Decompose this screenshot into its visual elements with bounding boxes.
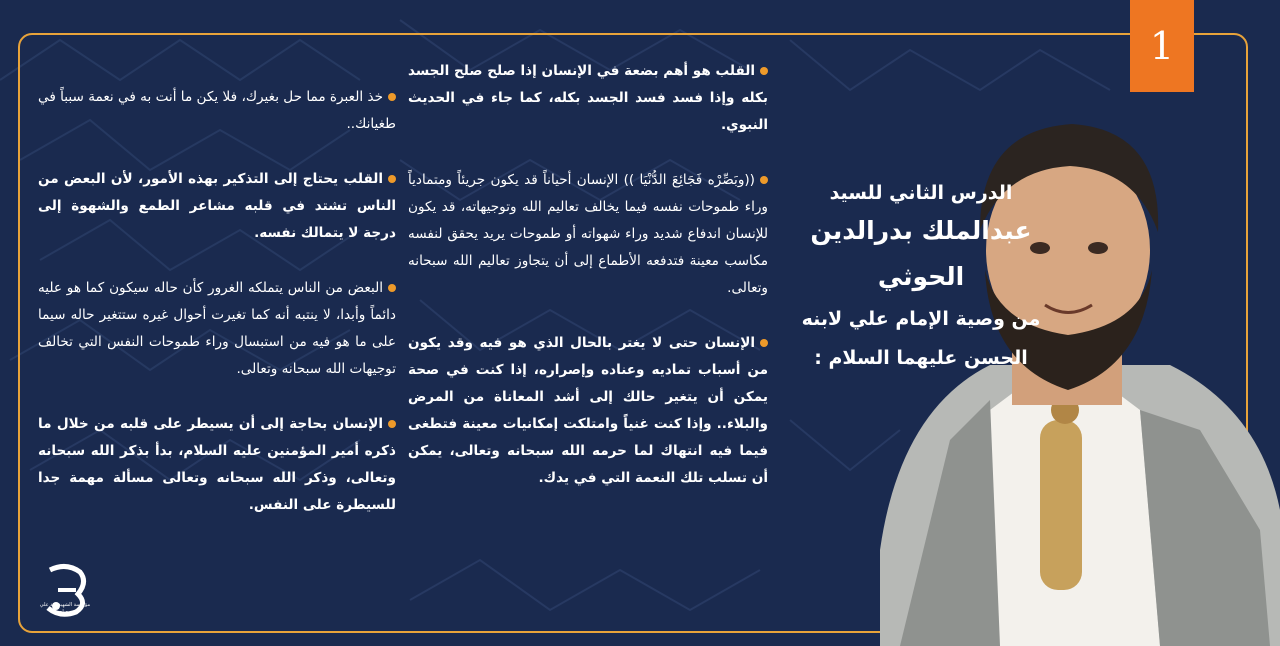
paragraph <box>38 275 396 383</box>
paragraph <box>38 411 396 519</box>
paragraph-text: ((وبَصِّرْه فَجَائِعَ الدُّنْيَا )) الإنسان أحياناً قد يكون جريئاً ومتمادياً وراء طموحات نفسه فيما يخالف تعاليم الله وتوجيهاته، قد يكون للإنسان اندفاع شديد وراء شهواته أو طموحات يريد يحقق لنفسه مكاسب معينة فتدفعه الأطماع إلى أن يتجاوز تعاليم الله سبحانه وتعالى. <box>408 172 768 296</box>
lesson-number-badge <box>1130 0 1194 92</box>
middle-text-column <box>408 58 768 520</box>
lesson-title <box>790 178 1052 378</box>
title-line-2: عبدالملك بدرالدين الحوثي <box>810 216 1032 291</box>
paragraph-text: البعض من الناس يتملكه الغرور كأن حاله سيكون كما هو عليه دائماً وأبدا، لا ينتبه أنه كما تغيرت أحوال غيره ستتغير حاله سيما على ما هو فيه من استبسال وراء طموحات النفس التي تخالف توجيهات الله سبحانه وتعالى. <box>38 280 396 377</box>
paragraph <box>408 330 768 492</box>
paragraph <box>408 167 768 302</box>
paragraph-text: الإنسان حتى لا يغتر بالحال الذي هو فيه وقد يكون من أسباب تماديه وعناده وإصراره، إذا كنت في صحة يمكن أن يتغير حالك إلى أشد المعاناة من المرض والبلاء.. وإذا كنت غنياً وامتلكت إمكانيات معينة فتطغى فيما فيه انتهاك لما حرمه الله سبحانه وتعالى، يمكن أن تسلب تلك النعمة التي في يدك. <box>408 335 768 486</box>
bullet-icon <box>388 93 396 101</box>
bullet-icon <box>388 175 396 183</box>
lesson-number: 1 <box>1149 24 1175 68</box>
paragraph <box>38 84 396 138</box>
bullet-icon <box>760 339 768 347</box>
title-line-3: من وصية الإمام علي لابنه <box>801 308 1041 330</box>
bullet-icon <box>388 284 396 292</box>
title-line-4: الحسن عليهما السلام : <box>814 347 1028 369</box>
paragraph-text: القلب هو أهم بضعة في الإنسان إذا صلح صلح الجسد بكله وإذا فسد فسد الجسد بكله، كما جاء في الحديث النبوي. <box>408 63 768 133</box>
paragraph-text: القلب يحتاج إلى التذكير بهذه الأمور، لأن البعض من الناس تشتد في قلبه مشاعر الطمع والشهوة إلى درجة لا يتمالك نفسه. <box>38 171 396 241</box>
paragraph <box>408 58 768 139</box>
bullet-icon <box>760 67 768 75</box>
title-line-1: الدرس الثاني للسيد <box>829 182 1013 204</box>
bullet-icon <box>760 176 768 184</box>
paragraph <box>38 166 396 247</box>
logo-caption: مؤسسة الشهيد زيد علي مصلح <box>39 602 91 615</box>
left-text-column <box>38 84 396 547</box>
bullet-icon <box>388 420 396 428</box>
paragraph-text: خذ العبرة مما حل بغيرك، فلا يكن ما أنت به في نعمة سبباً في طغيانك.. <box>38 89 396 132</box>
paragraph-text: الإنسان بحاجة إلى أن يسيطر على قلبه من خلال ما ذكره أمير المؤمنين عليه السلام، بدأ بذكر الله سبحانه وتعالى، وذكر الله سبحانه وتعالى مسألة مهمة جدا للسيطرة على النفس. <box>38 416 396 513</box>
